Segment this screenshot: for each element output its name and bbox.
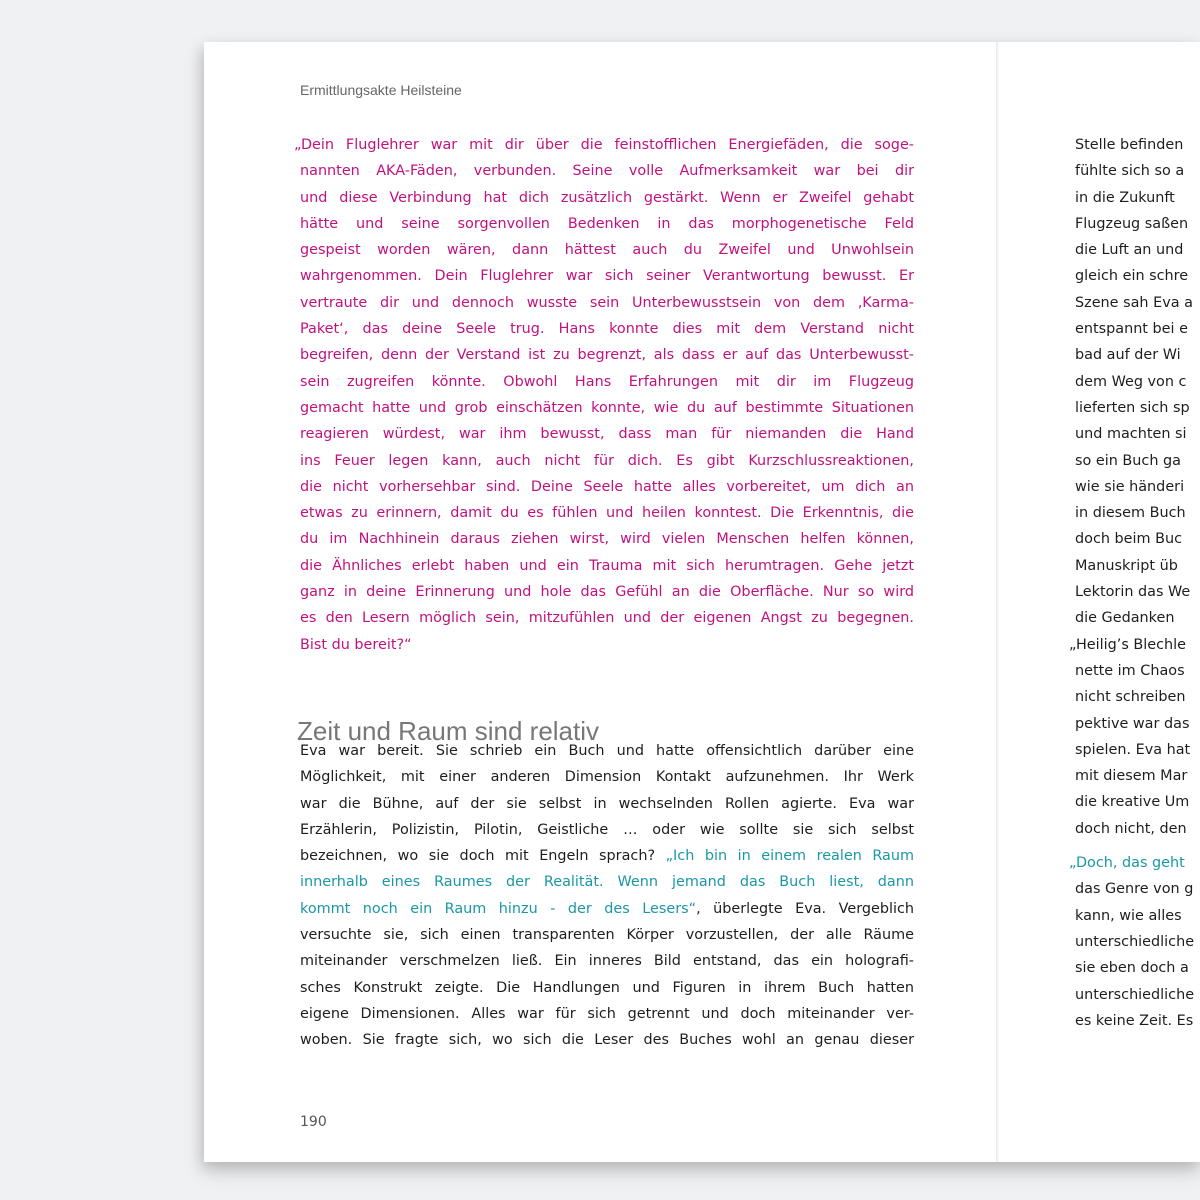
quote-line: vertraute dir und dennoch wusste sein Unterbewusstsein von dem ‚Karma-: [300, 294, 914, 311]
quote-line: du im Nachhinein daraus ziehen wirst, wird vielen Menschen helfen können,: [300, 531, 914, 548]
right-line: mit diesem Mar: [1075, 768, 1188, 785]
right-line: so ein Buch ga: [1075, 452, 1181, 469]
right-line: sie eben doch a: [1075, 960, 1189, 977]
body-line: Möglichkeit, mit einer anderen Dimension Kontakt aufzunehmen. Ihr Werk: [300, 769, 914, 786]
body-line: Erzählerin, Polizistin, Pilotin, Geistliche … oder wie sollte sie sich selbst: [300, 821, 914, 838]
right-line: lieferten sich sp: [1075, 399, 1190, 416]
quote-line: gemacht hatte und grob einschätzen konnte, wie du auf bestimmte Situationen: [300, 399, 914, 416]
quote-line: hätte und seine sorgenvollen Bedenken in das morphogenetische Feld: [300, 215, 914, 232]
inner-voice-quote: kommt noch ein Raum hinzu - der des Lesers“: [300, 900, 697, 917]
right-line: Stelle befinden: [1075, 137, 1184, 153]
right-line: bad auf der Wi: [1075, 347, 1181, 364]
quote-line: die nicht vorhersehbar sind. Deine Seele hatte alles vorbereitet, um dich an: [300, 478, 914, 495]
right-line: fühlte sich so a: [1075, 163, 1185, 180]
right-line: doch nicht, den: [1075, 820, 1187, 837]
body-line: woben. Sie fragte sich, wo sich die Leser des Buches wohl an genau dieser: [300, 1032, 914, 1049]
right-line: und machten si: [1075, 426, 1187, 443]
right-line: Flugzeug saßen: [1075, 215, 1189, 232]
quote-line: Bist du bereit?“: [300, 636, 412, 653]
body-line: eigene Dimensionen. Alles war für sich getrennt und doch miteinander ver-: [300, 1005, 914, 1022]
quote-line: die Ähnliches erlebt haben und ein Trauma mit sich herumtragen. Gehe jetzt: [300, 557, 914, 574]
quote-line: gespeist worden wären, dann hättest auch du Zweifel und Unwohlsein: [300, 242, 914, 259]
right-line: wie sie händeri: [1075, 478, 1185, 495]
right-line: das Genre von g: [1075, 881, 1194, 898]
right-line: in diesem Buch: [1075, 505, 1186, 522]
quote-line: wahrgenommen. Dein Fluglehrer war sich seiner Verantwortung bewusst. Er: [300, 268, 914, 285]
body-line-mixed: [300, 896, 914, 922]
right-line: „Heilig’s Blechle: [1069, 636, 1187, 653]
right-line: pektive war das: [1075, 715, 1190, 732]
right-line: es keine Zeit. Es: [1075, 1012, 1194, 1029]
quote-line: es den Lesern möglich sein, mitzufühlen und der eigenen Angst zu begegnen.: [300, 610, 914, 627]
spirit-quote-block: [294, 132, 914, 658]
body-line: miteinander verschmelzen ließ. Ein inneres Bild entstand, das ein holografi-: [300, 953, 914, 970]
body-line: Eva war bereit. Sie schrieb ein Buch und hatte offensichtlich darüber eine: [300, 743, 914, 759]
body-line: war die Bühne, auf der sie selbst in wechselnden Rollen agierte. Eva war: [300, 795, 914, 812]
right-line: die Gedanken: [1075, 610, 1175, 627]
quote-line: „Dein Fluglehrer war mit dir über die feinstofflichen Energiefäden, die soge-: [294, 137, 914, 153]
right-line: doch beim Buc: [1075, 531, 1183, 548]
right-teal-quote: „Doch, das geht: [1069, 855, 1185, 872]
right-line: in die Zukunft: [1075, 189, 1175, 206]
right-line: dem Weg von c: [1075, 373, 1187, 390]
quote-line: begreifen, denn der Verstand ist zu begrenzt, als dass er auf das Unterbewusst-: [300, 347, 914, 364]
right-line: nicht schreiben: [1075, 689, 1186, 706]
body-paragraph: [300, 738, 914, 1054]
quote-line: reagieren würdest, war ihm bewusst, dass man für niemanden die Hand: [300, 426, 914, 443]
body-line: sches Konstrukt zeigte. Die Handlungen und Figuren in ihrem Buch hatten: [300, 979, 914, 996]
right-line: Lektorin das We: [1075, 584, 1191, 601]
right-line: die kreative Um: [1075, 794, 1190, 811]
right-line: nette im Chaos: [1075, 662, 1185, 679]
body-text: bezeichnen, wo sie doch mit Engeln sprach?: [300, 848, 666, 865]
right-line: Manuskript üb: [1075, 557, 1178, 574]
book-gutter: [996, 42, 1000, 1162]
quote-line: und diese Verbindung hat dich zusätzlich gestärkt. Wenn er Zweifel gehabt: [300, 189, 914, 206]
right-line: kann, wie alles: [1075, 907, 1182, 924]
right-page-text: [1069, 132, 1200, 1034]
right-line: unterschiedliche: [1075, 933, 1195, 950]
quote-line: nannten AKA-Fäden, verbunden. Seine volle Aufmerksamkeit war bei dir: [300, 163, 914, 180]
quote-line: etwas zu erinnern, damit du es fühlen und heilen konntest. Die Erkenntnis, die: [300, 505, 914, 522]
quote-line: ganz in deine Erinnerung und hole das Gefühl an die Oberfläche. Nur so wird: [300, 584, 914, 601]
inner-voice-quote: innerhalb eines Raumes der Realität. Wenn jemand das Buch liest, dann: [300, 874, 914, 891]
quote-line: sein zugreifen könnte. Obwohl Hans Erfahrungen mit dir im Flugzeug: [300, 373, 914, 390]
running-header: Ermittlungsakte Heilsteine: [300, 82, 462, 98]
section-heading: Zeit und Raum sind relativ: [297, 716, 600, 746]
right-line: die Luft an und: [1075, 242, 1184, 259]
body-line-mixed: [300, 843, 914, 869]
right-line: Szene sah Eva a: [1075, 294, 1193, 311]
body-line: versuchte sie, sich einen transparenten Körper vorzustellen, der alle Räume: [300, 927, 914, 944]
quote-line: Paket‘, das deine Seele trug. Hans konnte dies mit dem Verstand nicht: [300, 321, 914, 338]
quote-line: ins Feuer legen kann, auch nicht für dich. Es gibt Kurzschlussreaktionen,: [300, 452, 914, 469]
right-line: entspannt bei e: [1075, 321, 1188, 338]
right-line: unterschiedliche: [1075, 986, 1195, 1003]
page-number: 190: [300, 1114, 327, 1130]
inner-voice-quote: „Ich bin in einem realen Raum: [665, 848, 914, 865]
right-line: gleich ein schre: [1075, 268, 1189, 285]
right-line: spielen. Eva hat: [1075, 741, 1191, 758]
body-text: , überlegte Eva. Vergeblich: [696, 900, 915, 917]
